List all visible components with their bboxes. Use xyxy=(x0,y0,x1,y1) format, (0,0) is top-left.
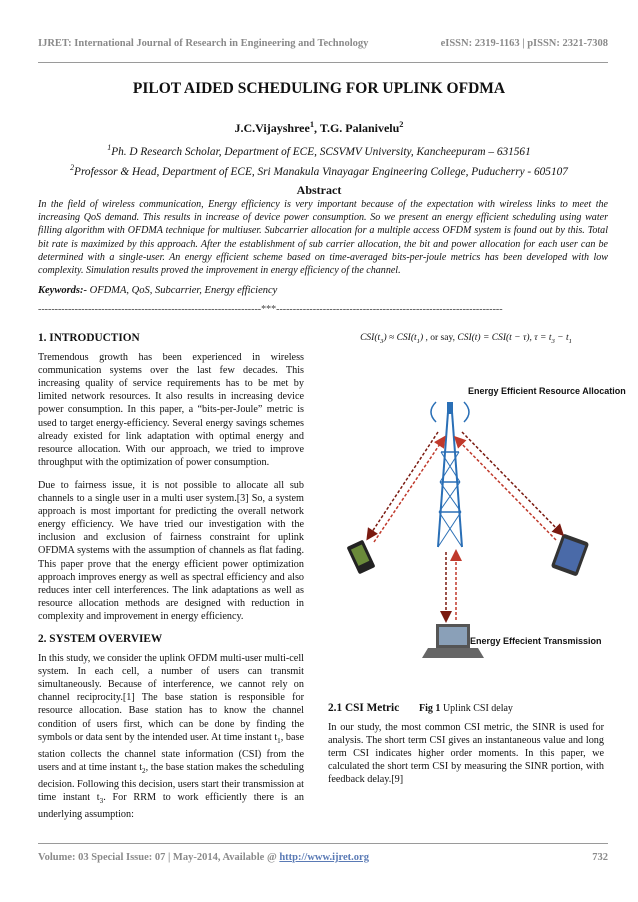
left-column xyxy=(38,332,304,831)
footer-volume: Volume: 03 Special Issue: 07 | May-2014, Available @ xyxy=(38,852,280,863)
page-number: 732 xyxy=(592,852,608,863)
journal-name: IJRET: International Journal of Research in Engineering and Technology xyxy=(38,38,369,49)
aff2-sup: 2 xyxy=(70,162,75,172)
t3-sub: 3 xyxy=(99,797,104,806)
figure-caption xyxy=(328,702,604,715)
figure-diagram xyxy=(328,362,626,692)
overview-text-d: . For RRM to work efficiently there is an underlying assumption: xyxy=(38,792,304,821)
paper-title: PILOT AIDED SCHEDULING FOR UPLINK OFDMA xyxy=(132,80,506,97)
footer-rule xyxy=(38,843,608,844)
uplink-arrow-right xyxy=(456,438,556,540)
downlink-arrow-right xyxy=(462,432,562,534)
author-2: T.G. Palanivelu xyxy=(319,121,400,135)
affiliation-1 xyxy=(30,140,608,160)
csi-paragraph: In our study, the most common CSI metric, the SINR is used for analysis. The short term CSI gives an instantaneous value and long term CSI indicates higher order moments. In this paper, we calculated the short term CSI by measuring the SINR portion, with feedback delay.[9] xyxy=(328,722,604,786)
eq-part-1: CSI(t xyxy=(360,333,381,343)
header-rule xyxy=(38,62,608,63)
eq-sub-1: 1 xyxy=(416,337,420,345)
uplink-arrow-left xyxy=(374,438,444,542)
eq-part-3: ) xyxy=(419,333,424,343)
overview-text-c: , the base station makes the scheduling decision. Following this decision, users start their transmission at time instant t xyxy=(38,761,304,804)
intro-paragraph-1: Tremendous growth has been experienced in wireless communication systems over the last few decades. This increasing quality of service requirements has to be met by limited network resources. It also results in increasing device power consumption. In this paper, a “bits-per-Joule” metric is used to target energy-efficiency. Several energy savings schemes already existed for link adaptation with optimal energy and resource allocation. With our approach, we tried to improve throughput with the optimization of power consumption. xyxy=(38,352,304,468)
csi-heading: 2.1 CSI Metric xyxy=(328,701,400,714)
abstract-heading: Abstract xyxy=(296,183,342,197)
figure-caption-label: Fig 1 xyxy=(419,703,441,715)
eq-part-2: ) ≈ CSI(t xyxy=(383,333,417,343)
aff1-sup: 1 xyxy=(107,143,112,152)
eq-rhs: CSI(t) = CSI(t − τ), τ = t xyxy=(457,333,552,343)
abstract-text: In the field of wireless communication, Energy efficiency is very important because of the expectation with wireless links to meet the increasing QoS demand. This results in increase of device power consumption. So we present an energy efficient scheduling using water filling algorithm with OFDMA technique for multiuser. Subcarrier allocation for a multiple access OFDM system is found out by this. Total bit rate is maximized by this approach. After the establishment of sub carrier allocation, the bit and power allocation for each user can be determined with a single-user. An energy efficient scheme based on time-averaged bits-per-joule metrics has been developed with low complexity. Simulation results proved the improvement in energy efficiency of the channel. xyxy=(38,199,608,277)
intro-heading: 1. INTRODUCTION xyxy=(38,332,140,344)
eq-sub-3: 3 xyxy=(380,337,384,345)
footer-left xyxy=(38,852,369,863)
running-header xyxy=(38,38,608,49)
intro-paragraph-2: Due to fairness issue, it is not possible to allocate all sub channels to a single user in a multi user system.[3] So, a system approach is most important for predicting the overall network energy efficiency. We have tried our investigation with the inclusion and exclusion of fairness constraint for uplink OFDMA systems with the assumption of channels as flat fading. This paper prove that the energy efficient power optimization approach improves energy as well as spectral efficiency and also reduces inter cell interferences. The link adaptations as well as resource allocation methods are designed with reduction in complexity and improvement in energy efficiency. xyxy=(38,479,304,622)
eq-rhs-minus: − t xyxy=(554,333,569,343)
overview-text-b: , base station collects the channel state information (CSI) from the users and at time instant t xyxy=(38,731,304,773)
keywords-label: Keywords:- xyxy=(38,285,87,296)
overview-text-a: In this study, we consider the uplink OFDM multi-user multi-cell system. In each cell, a number of users can transmit simultaneously. Because of interference, we cannot rely on channel reciprocity.[1] The base station is responsible for resource allocation. Base station has to know the channel condition of users first, which can be done by finding the symbols or data sent by the intended user. At time instant t xyxy=(38,653,304,743)
downlink-arrow-left xyxy=(368,432,438,538)
author-1-sup: 1 xyxy=(309,120,315,129)
t2-sub: 2 xyxy=(142,766,146,775)
tablet-icon xyxy=(551,533,590,576)
overview-paragraph xyxy=(38,652,304,821)
eq-or-say: , or say, xyxy=(423,333,458,343)
running-footer xyxy=(38,852,608,863)
overview-heading: 2. SYSTEM OVERVIEW xyxy=(38,632,163,645)
keywords-value: OFDMA, QoS, Subcarrier, Energy efficiency xyxy=(87,285,278,296)
label-transmission: Energy Effecient Transmission xyxy=(470,635,602,646)
mobile-phone-icon xyxy=(347,540,376,575)
author-2-sup: 2 xyxy=(399,120,404,129)
csi-equation xyxy=(328,332,604,348)
aff2-text: Professor & Head, Department of ECE, Sri Manakula Vinayagar Engineering College, Puducherry - 605107 xyxy=(74,165,568,178)
authors xyxy=(0,120,638,136)
author-1: J.C.Vijayshree xyxy=(234,121,310,135)
section-separator: -------------------------------------------------------------------***-------------------------------------------------------------------- xyxy=(38,304,503,315)
issn: eISSN: 2319-1163 | pISSN: 2321-7308 xyxy=(440,38,608,49)
right-column xyxy=(328,332,626,797)
author-sep: , xyxy=(314,121,320,135)
journal-link[interactable]: http://www.ijret.org xyxy=(279,852,369,863)
eq-rhs-sub-3: 3 xyxy=(551,337,555,345)
keywords xyxy=(38,285,608,296)
figure-caption-text: Uplink CSI delay xyxy=(440,703,513,715)
affiliations xyxy=(30,140,608,180)
eq-rhs-sub-1: 1 xyxy=(568,337,572,345)
base-station-tower-icon xyxy=(431,402,469,547)
affiliation-2 xyxy=(30,160,608,180)
aff1-text: Ph. D Research Scholar, Department of ECE, SCSVMV University, Kancheepuram – 631561 xyxy=(111,145,531,158)
t1-sub: 1 xyxy=(277,736,281,745)
label-resource-allocation: Energy Efficient Resource Allocation xyxy=(468,385,626,396)
